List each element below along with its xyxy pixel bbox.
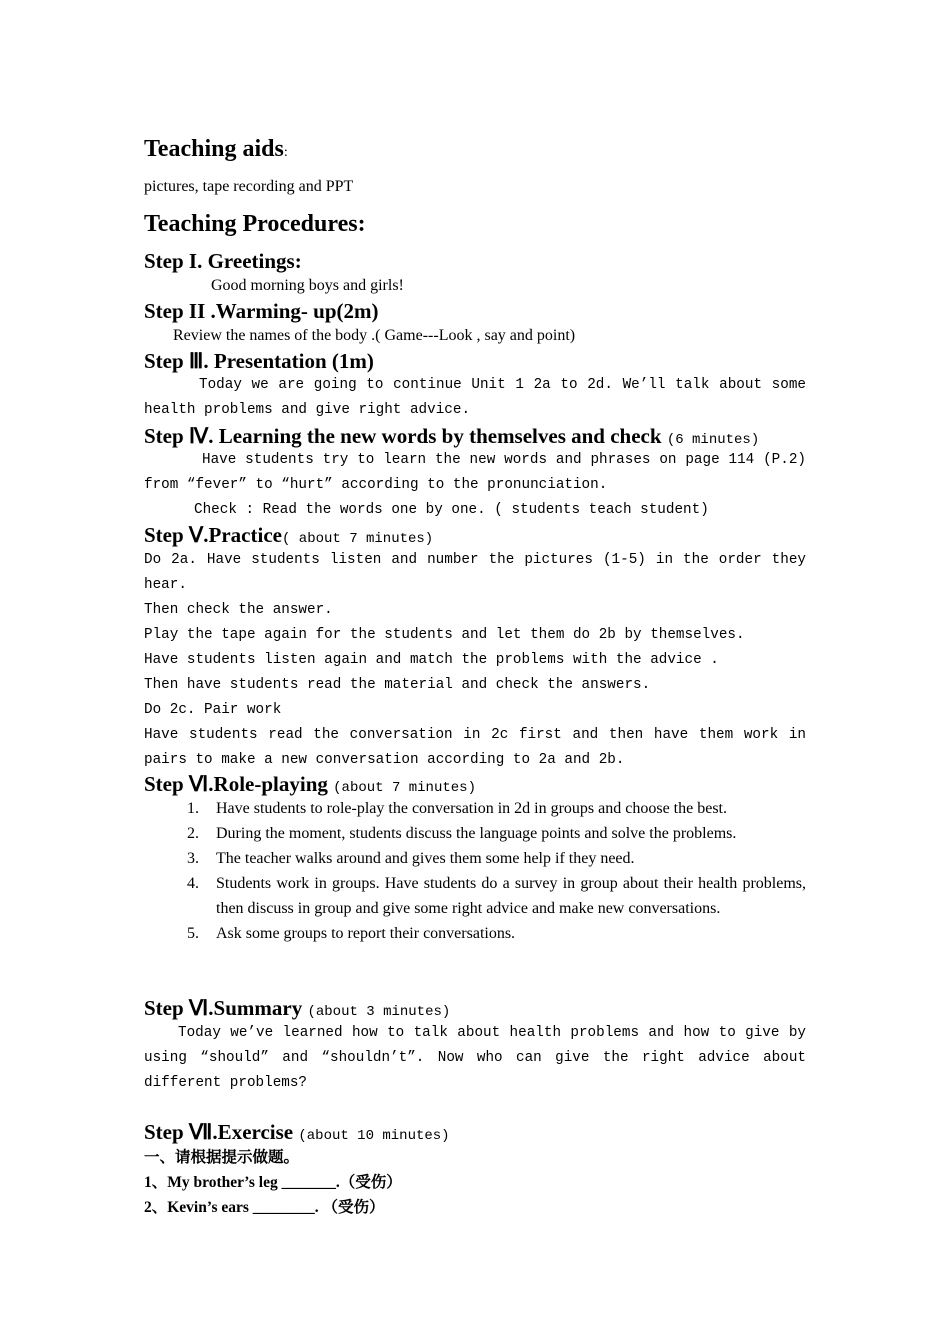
list-number: 2.	[187, 825, 199, 842]
list-item	[144, 821, 806, 846]
exercise-question-2: 2、Kevin’s ears ________. （受伤）	[144, 1199, 385, 1216]
list-text: Students work in groups. Have students do a survey in group about their health problems, then discuss in group and give some right advice and make new conversations.	[216, 875, 806, 917]
step5-line: Then have students read the material and check the answers.	[144, 677, 651, 693]
step5-line: Do 2c. Pair work	[144, 702, 282, 718]
exercise-duration: (about 10 minutes)	[298, 1128, 450, 1144]
step4-text: Have students try to learn the new words and phrases on page 114 (P.2) from “fever” to “hurt” according to the pronunciation.	[144, 452, 806, 493]
teaching-aids-heading	[144, 134, 806, 168]
teaching-aids-title: Teaching aids	[144, 136, 284, 162]
procedures-heading: Teaching Procedures:	[144, 211, 366, 237]
summary-duration: (about 3 minutes)	[307, 1004, 451, 1020]
step6-duration: (about 7 minutes)	[333, 780, 476, 796]
list-number: 1.	[187, 800, 199, 817]
list-text: The teacher walks around and gives them some help if they need.	[216, 850, 635, 867]
summary-title: Step Ⅵ.Summary	[144, 996, 303, 1020]
exercise-question-1: 1、My brother’s leg _______.（受伤）	[144, 1174, 402, 1191]
list-item	[144, 846, 806, 871]
step4-title: Step Ⅳ. Learning the new words by themselves and check	[144, 424, 662, 448]
step3-heading: Step Ⅲ. Presentation (1m)	[144, 349, 374, 373]
step3-text: Today we are going to continue Unit 1 2a to 2d. We’ll talk about some health problems and give right advice.	[144, 377, 806, 418]
list-text: Have students to role-play the conversation in 2d in groups and choose the best.	[216, 800, 727, 817]
list-text: Ask some groups to report their conversations.	[216, 925, 516, 942]
step1-heading: Step I. Greetings:	[144, 249, 302, 273]
summary-text: Today we’ve learned how to talk about health problems and how to give by using “should” and “shouldn’t”. Now who can give the right advice about different problems?	[144, 1025, 806, 1091]
exercise-title: Step Ⅶ.Exercise	[144, 1120, 294, 1144]
step5-title: Step Ⅴ.Practice	[144, 523, 282, 547]
list-text: During the moment, students discuss the language points and solve the problems.	[216, 825, 737, 842]
teaching-aids-colon: :	[283, 145, 288, 160]
list-item	[144, 921, 806, 946]
step4-check: Check : Read the words one by one. ( students teach student)	[194, 502, 709, 518]
step5-duration: ( about 7 minutes)	[281, 531, 434, 547]
step5-line: Have students read the conversation in 2c first and then have them work in pairs to make a new conversation according to 2a and 2b.	[144, 727, 806, 768]
role-play-list	[144, 796, 806, 946]
list-number: 5.	[187, 925, 199, 942]
step6-title: Step Ⅵ.Role-playing	[144, 772, 328, 796]
exercise-instruction: 一、请根据提示做题。	[144, 1149, 300, 1166]
step5-line: Have students listen again and match the problems with the advice .	[144, 652, 719, 668]
step1-text: Good morning boys and girls!	[211, 277, 404, 294]
step5-line: Then check the answer.	[144, 602, 333, 618]
step5-line: Do 2a. Have students listen and number the pictures (1-5) in the order they hear.	[144, 552, 806, 593]
list-item	[144, 796, 806, 821]
step2-heading: Step II .Warming- up(2m)	[144, 299, 379, 323]
list-number: 4.	[187, 875, 199, 892]
step4-duration: (6 minutes)	[666, 432, 760, 448]
list-item	[144, 871, 806, 921]
list-number: 3.	[187, 850, 199, 867]
teaching-aids-text: pictures, tape recording and PPT	[144, 178, 354, 195]
step5-line: Play the tape again for the students and let them do 2b by themselves.	[144, 627, 745, 643]
step2-text: Review the names of the body .( Game---Look , say and point)	[173, 327, 576, 344]
